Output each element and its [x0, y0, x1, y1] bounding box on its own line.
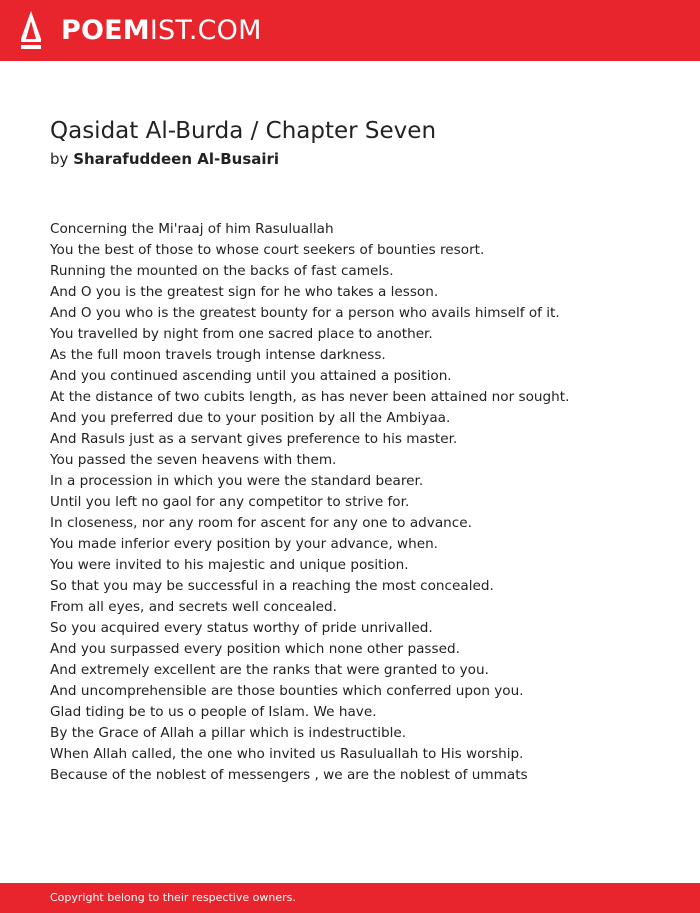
- poem-line: You the best of those to whose court seekers of bounties resort.: [50, 242, 485, 258]
- brand-name-light: IST.COM: [149, 15, 262, 46]
- poem-line: You travelled by night from one sacred place to another.: [50, 326, 433, 342]
- poem-line: Until you left no gaol for any competitor to strive for.: [50, 494, 410, 510]
- author-name: Sharafuddeen Al-Busairi: [73, 150, 280, 168]
- poem-line: You made inferior every position by your advance, when.: [50, 536, 439, 552]
- poem-title: Qasidat Al-Burda / Chapter Seven: [50, 118, 437, 144]
- poem-line: You passed the seven heavens with them.: [50, 452, 337, 468]
- poem-line: And you continued ascending until you attained a position.: [50, 368, 452, 384]
- copyright-notice: Copyright belong to their respective owners.: [50, 891, 296, 904]
- poem-line: From all eyes, and secrets well concealed.: [50, 599, 337, 615]
- poem-line: Because of the noblest of messengers , we are the noblest of ummats: [50, 767, 528, 783]
- poem-line: Running the mounted on the backs of fast camels.: [50, 263, 394, 279]
- poem-line: And you surpassed every position which none other passed.: [50, 641, 460, 657]
- poem-line: And uncomprehensible are those bounties which conferred upon you.: [50, 683, 524, 699]
- by-label: by: [50, 150, 69, 168]
- poem-line: And O you is the greatest sign for he who takes a lesson.: [50, 284, 439, 300]
- poem-line: In closeness, nor any room for ascent for any one to advance.: [50, 515, 472, 531]
- poem-line: When Allah called, the one who invited us Rasuluallah to His worship.: [50, 746, 524, 762]
- poem-line: And Rasuls just as a servant gives preference to his master.: [50, 431, 458, 447]
- poem-line: Concerning the Mi'raaj of him Rasuluallah: [50, 221, 334, 237]
- poem-line: You were invited to his majestic and unique position.: [50, 557, 409, 573]
- poem-line: Glad tiding be to us o people of Islam. We have.: [50, 704, 377, 720]
- poem-line: In a procession in which you were the standard bearer.: [50, 473, 424, 489]
- poem-line: As the full moon travels trough intense darkness.: [50, 347, 386, 363]
- poem-line: And you preferred due to your position by all the Ambiyaa.: [50, 410, 451, 426]
- poem-line: So that you may be successful in a reaching the most concealed.: [50, 578, 494, 594]
- poem-line: So you acquired every status worthy of pride unrivalled.: [50, 620, 433, 636]
- poem-line: By the Grace of Allah a pillar which is indestructible.: [50, 725, 407, 741]
- brand-name: [61, 9, 262, 53]
- site-logo[interactable]: [18, 9, 262, 53]
- site-footer: [0, 883, 700, 913]
- poem-line: At the distance of two cubits length, as has never been attained nor sought.: [50, 389, 570, 405]
- poem-line: And O you who is the greatest bounty for a person who avails himself of it.: [50, 305, 560, 321]
- poem-line: And extremely excellent are the ranks that were granted to you.: [50, 662, 489, 678]
- pen-nib-icon: [18, 9, 44, 53]
- site-header: [0, 0, 700, 61]
- poem-byline: [50, 148, 279, 170]
- brand-name-bold: POEM: [61, 15, 150, 46]
- poem-body: [50, 219, 570, 786]
